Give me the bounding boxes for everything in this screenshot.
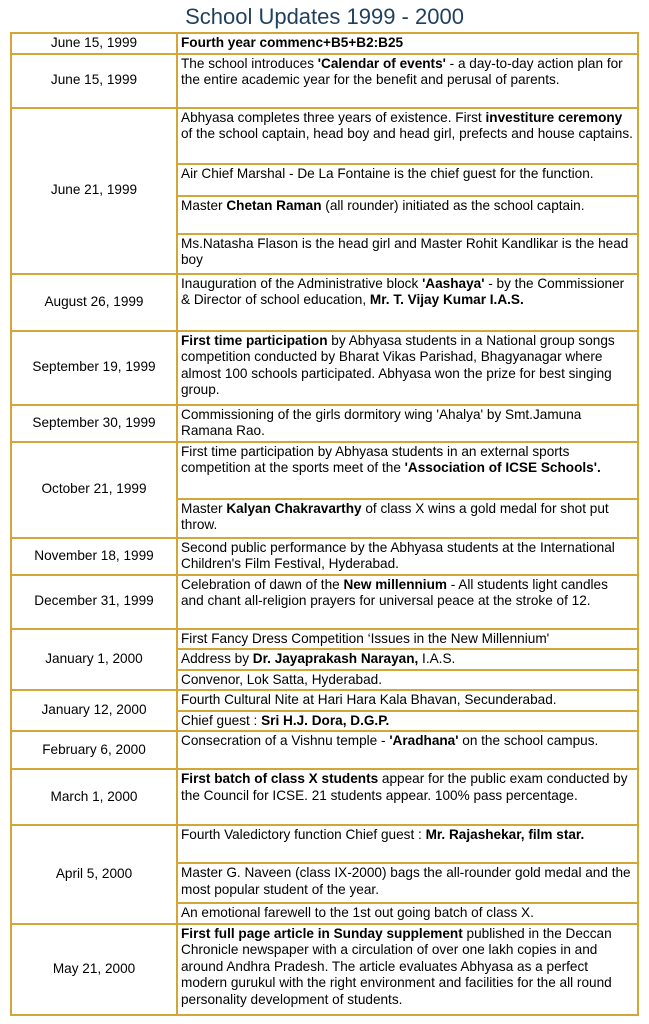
table-row — [11, 924, 638, 1015]
text: Consecration of a Vishnu temple - — [181, 733, 390, 748]
text: Convenor, Lok Satta, Hyderabad. — [181, 671, 383, 687]
bold-text: Sri H.J. Dora, D.G.P. — [261, 712, 390, 728]
event-description — [177, 670, 638, 691]
text: - a day-to-day action plan for the entire academic year for the benefit and perusal of parents. — [181, 55, 623, 87]
bold-text: 'Calendar of events' — [317, 55, 446, 71]
text: (all rounder) initiated as the school captain. — [321, 197, 585, 213]
table-row — [11, 629, 638, 650]
text: Fourth Cultural Nite at Hari Hara Kala Bhavan, Secunderabad. — [181, 692, 557, 707]
text: appear for the public exam conducted by the Council for ICSE. 21 students appear. 100% pass percentage. — [181, 771, 628, 803]
bold-text: Chetan Raman — [226, 197, 322, 213]
text: First time participation by Abhyasa students in an external sports competition at the sports meet of the — [181, 443, 570, 475]
updates-table-body — [11, 33, 638, 1015]
bold-text: Dr. Jayaprakash Narayan, — [252, 651, 419, 666]
date-cell: June 15, 1999 — [11, 54, 177, 108]
text: I.A.S. — [418, 651, 456, 666]
date-cell: March 1, 2000 — [11, 769, 177, 825]
table-row — [11, 108, 638, 164]
table-row — [11, 538, 638, 575]
event-description — [177, 274, 638, 331]
text: by Abhyasa students in a National group songs competition conducted by Bharat Vikas Parishad, Bhagyanagar where almost 100 schools participated. Abhyasa won the prize for best singing group. — [181, 332, 615, 397]
event-description — [177, 196, 638, 234]
event-description — [177, 629, 638, 650]
text: First Fancy Dress Competition ‘Issues in the New Millennium' — [181, 630, 550, 646]
updates-table — [10, 32, 639, 1016]
table-row — [11, 405, 638, 442]
event-description — [177, 575, 638, 629]
event-description — [177, 538, 638, 575]
table-row — [11, 575, 638, 629]
date-cell: February 6, 2000 — [11, 731, 177, 769]
event-description — [177, 405, 638, 442]
table-row — [11, 54, 638, 108]
event-description — [177, 442, 638, 499]
text: Air Chief Marshal - De La Fontaine is the chief guest for the function. — [181, 165, 594, 181]
event-description — [177, 499, 638, 538]
table-row — [11, 274, 638, 331]
text: An emotional farewell to the 1st out going batch of class X. — [181, 905, 534, 920]
table-row — [11, 331, 638, 405]
event-description — [177, 54, 638, 108]
table-row — [11, 442, 638, 499]
event-description — [177, 331, 638, 405]
bold-text: 'Aradhana' — [389, 733, 459, 748]
text: Master — [181, 500, 227, 516]
text: Fourth Valedictory function Chief guest : — [181, 827, 426, 842]
bold-text: First batch of class X students — [181, 771, 379, 786]
bold-text: Mr. T. Vijay Kumar I.A.S. — [369, 292, 524, 307]
text: - All students light candles and chant all-religion prayers for universal peace at the stroke of 12. — [181, 576, 608, 608]
event-description — [177, 33, 638, 54]
event-description — [177, 924, 638, 1015]
bold-text: First full page article in Sunday supplement — [181, 925, 463, 941]
text: Inauguration of the Administrative block — [181, 275, 423, 291]
event-description — [177, 711, 638, 732]
date-cell: January 1, 2000 — [11, 629, 177, 691]
date-cell: June 15, 1999 — [11, 33, 177, 54]
bold-text: investiture ceremony — [485, 109, 623, 125]
event-description — [177, 769, 638, 825]
date-cell: September 19, 1999 — [11, 331, 177, 405]
event-description — [177, 731, 638, 769]
date-cell: September 30, 1999 — [11, 405, 177, 442]
table-row — [11, 690, 638, 711]
text: published in the Deccan Chronicle newspaper with a circulation of over one lakh copies in and around Andhra Pradesh. The article evaluates Abhyasa as a perfect modern gurukul with the right environment and facilities for the all round personality development of students. — [181, 925, 612, 1007]
bold-text: 'Association of ICSE Schools'. — [404, 460, 601, 475]
event-description — [177, 690, 638, 711]
text: - by the Commissioner & Director of school education, — [181, 275, 625, 307]
date-cell: June 21, 1999 — [11, 108, 177, 274]
event-description — [177, 649, 638, 670]
event-description — [177, 164, 638, 196]
text: The school introduces — [181, 55, 318, 71]
table-row — [11, 33, 638, 54]
text: of class X wins a gold medal for shot put throw. — [181, 500, 609, 532]
date-cell: May 21, 2000 — [11, 924, 177, 1015]
bold-text: First time participation — [181, 332, 328, 348]
table-row — [11, 825, 638, 863]
text: Abhyasa completes three years of existence. First — [181, 109, 486, 125]
event-description — [177, 825, 638, 863]
bold-text: Kalyan Chakravarthy — [226, 500, 362, 516]
text: Master G. Naveen (class IX-2000) bags the all-rounder gold medal and the most popular student of the year. — [181, 865, 631, 897]
text: of the school captain, head boy and head girl, prefects and house captains. — [181, 126, 633, 141]
table-row — [11, 731, 638, 769]
event-description — [177, 903, 638, 924]
table-row — [11, 769, 638, 825]
text: Chief guest : — [181, 712, 262, 728]
text: Ms.Natasha Flason is the head girl and Master Rohit Kandlikar is the head boy — [181, 235, 629, 267]
text: Address by — [181, 651, 253, 666]
page-title: School Updates 1999 - 2000 — [185, 4, 464, 29]
event-description — [177, 108, 638, 164]
date-cell: January 12, 2000 — [11, 690, 177, 731]
event-description — [177, 863, 638, 903]
date-cell: October 21, 1999 — [11, 442, 177, 538]
bold-text: Mr. Rajashekar, film star. — [425, 827, 585, 842]
text: Master — [181, 197, 227, 213]
text: Commissioning of the girls dormitory wing 'Ahalya' by Smt.Jamuna Ramana Rao. — [181, 406, 582, 438]
bold-text: 'Aashaya' — [422, 275, 485, 291]
date-cell: August 26, 1999 — [11, 274, 177, 331]
date-cell: November 18, 1999 — [11, 538, 177, 575]
text: Second public performance by the Abhyasa students at the International Children's Film Festival, Hyderabad. — [181, 539, 615, 571]
bold-text: Fourth year commenc+B5+B2:B25 — [181, 35, 404, 50]
date-cell: April 5, 2000 — [11, 825, 177, 924]
text: on the school campus. — [458, 733, 599, 748]
event-description — [177, 234, 638, 274]
bold-text: New millennium — [343, 576, 447, 592]
date-cell: December 31, 1999 — [11, 575, 177, 629]
text: Celebration of dawn of the — [181, 576, 344, 592]
